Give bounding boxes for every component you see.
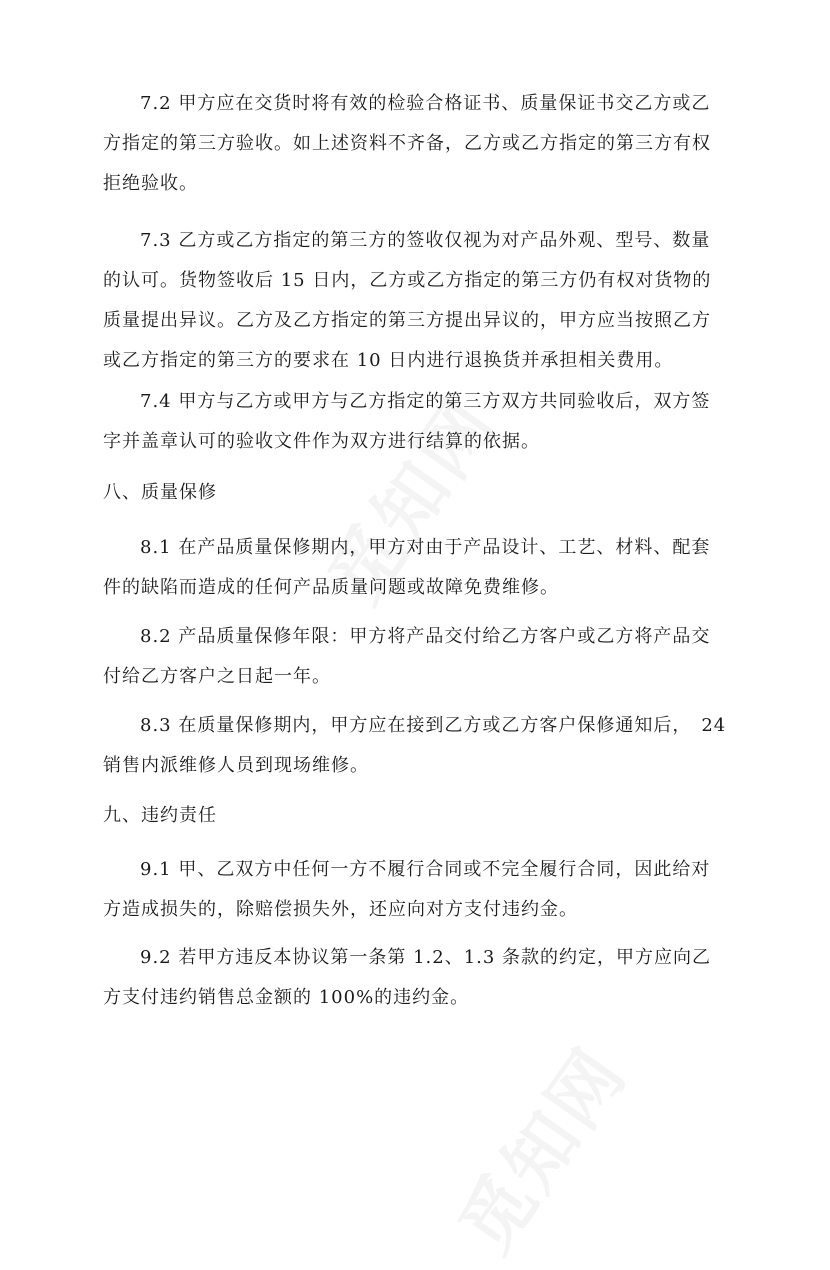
clause-8-2 <box>103 617 743 697</box>
section-heading-8: 八、质量保修 <box>103 482 217 503</box>
clause-7-4 <box>103 382 743 462</box>
clause-8-1 <box>103 528 743 608</box>
text-line: 7.4 甲方与乙方或甲方与乙方指定的第三方双方共同验收后，双方签 <box>140 391 711 412</box>
text-line: 8.1 在产品质量保修期内，甲方对由于产品设计、工艺、材料、配套 <box>140 537 711 558</box>
clause-9-2 <box>103 938 743 1018</box>
text-line: 质量提出异议。乙方及乙方指定的第三方提出异议的，甲方应当按照乙方 <box>103 310 711 331</box>
clause-7-3 <box>103 221 743 381</box>
text-line: 的认可。货物签收后 15 日内，乙方或乙方指定的第三方仍有权对货物的 <box>103 270 712 291</box>
text-line: 9.1 甲、乙双方中任何一方不履行合同或不完全履行合同，因此给对 <box>140 859 711 880</box>
text-line: 字并盖章认可的验收文件作为双方进行结算的依据。 <box>103 431 540 452</box>
text-line: 7.2 甲方应在交货时将有效的检验合格证书、质量保证书交乙方或乙 <box>140 93 711 114</box>
text-line: 销售内派维修人员到现场维修。 <box>103 755 369 776</box>
clause-9-1 <box>103 850 743 930</box>
text-line: 8.3 在质量保修期内，甲方应在接到乙方或乙方客户保修通知后， 24 <box>140 715 727 736</box>
text-line: 付给乙方客户之日起一年。 <box>103 666 331 687</box>
text-line: 方支付违约销售总金额的 100%的违约金。 <box>103 987 470 1008</box>
text-line: 7.3 乙方或乙方指定的第三方的签收仅视为对产品外观、型号、数量 <box>140 230 711 251</box>
clause-8-3 <box>103 706 743 786</box>
text-line: 或乙方指定的第三方的要求在 10 日内进行退换货并承担相关费用。 <box>103 350 674 371</box>
text-line: 8.2 产品质量保修年限：甲方将产品交付给乙方客户或乙方将产品交 <box>140 626 711 647</box>
text-line: 方造成损失的，除赔偿损失外，还应向对方支付违约金。 <box>103 899 578 920</box>
section-heading-9: 九、违约责任 <box>103 805 217 826</box>
clause-7-2 <box>103 84 743 204</box>
text-line: 拒绝验收。 <box>103 173 198 194</box>
text-line: 方指定的第三方验收。如上述资料不齐备，乙方或乙方指定的第三方有权 <box>103 133 711 154</box>
watermark <box>430 1023 646 1269</box>
text-line: 9.2 若甲方违反本协议第一条第 1.2、1.3 条款的约定，甲方应向乙 <box>140 947 712 968</box>
text-line: 件的缺陷而造成的任何产品质量问题或故障免费维修。 <box>103 577 559 598</box>
